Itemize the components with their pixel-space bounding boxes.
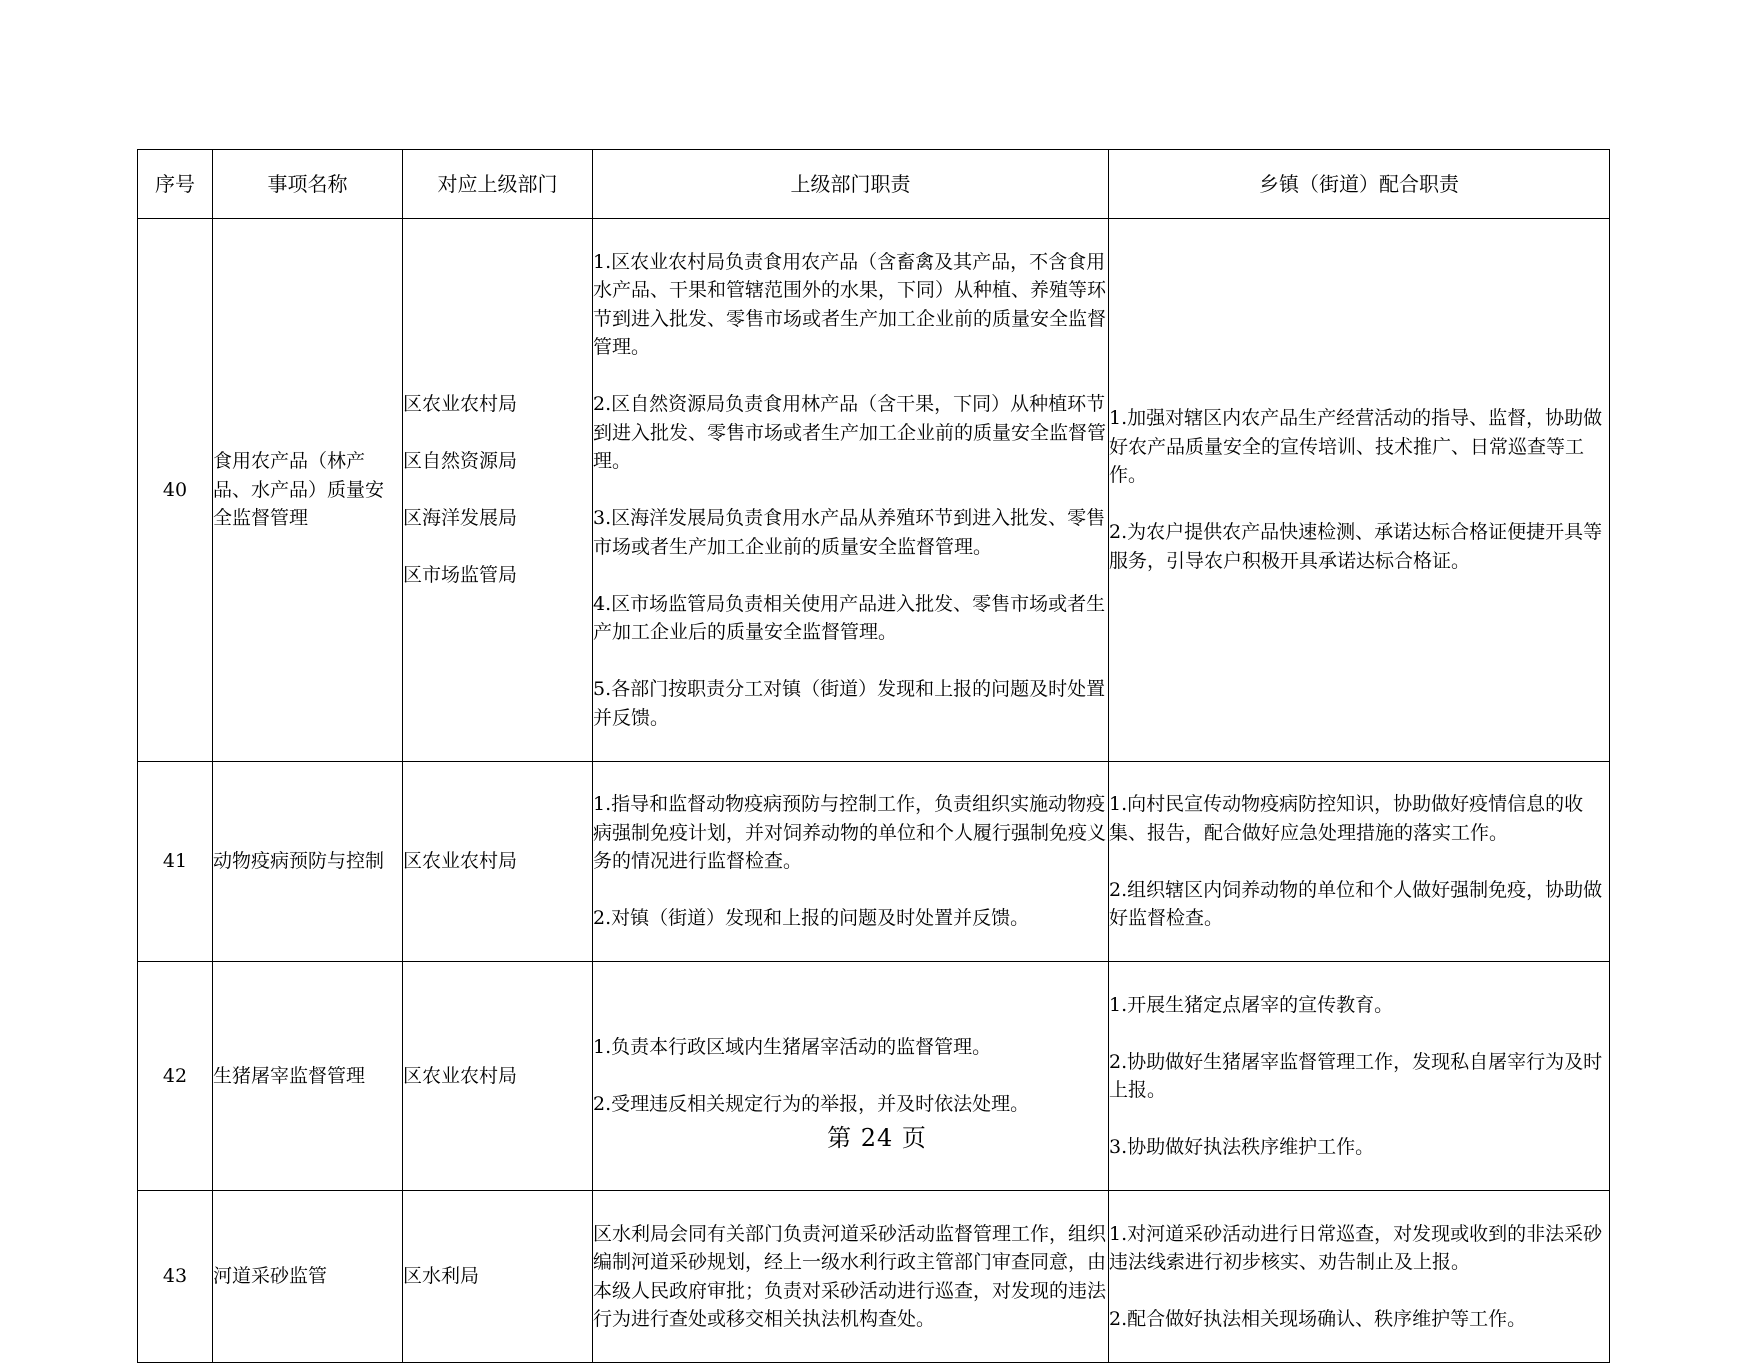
row-no: 42: [138, 962, 213, 1191]
table-row: [138, 1191, 1610, 1363]
row-item-name: 动物疫病预防与控制: [213, 761, 403, 962]
row-town-duties: [1109, 1191, 1610, 1363]
duty-item: 1.对河道采砂活动进行日常巡查，对发现或收到的非法采砂违法线索进行初步核实、劝告制止及上报。: [1109, 1222, 1603, 1273]
row-upper-duties: [593, 962, 1109, 1191]
department-line: 区农业农村局: [403, 1064, 518, 1087]
row-item-name: 生猪屠宰监督管理: [213, 962, 403, 1191]
page-number: 第 24 页: [827, 1124, 927, 1152]
row-item-name: 食用农产品（林产品、水产品）质量安全监督管理: [213, 219, 403, 762]
row-upper-duties: [593, 1191, 1109, 1363]
row-departments: [403, 962, 593, 1191]
row-departments: [403, 1191, 593, 1363]
department-line: 区农业农村局: [403, 850, 518, 872]
row-departments: [403, 219, 593, 762]
row-item-name: 河道采砂监管: [213, 1191, 403, 1363]
row-upper-duties: [593, 219, 1109, 762]
duty-item: 2.对镇（街道）发现和上报的问题及时处置并反馈。: [593, 907, 1030, 929]
duty-item: 1.向村民宣传动物疫病防控知识，协助做好疫情信息的收集、报告，配合做好应急处理措施的落实工作。: [1109, 793, 1584, 844]
duty-item: 2.区自然资源局负责食用林产品（含干果，下同）从种植环节到进入批发、零售市场或者生产加工企业前的质量安全监督管理。: [593, 393, 1107, 472]
department-line: 区市场监管局: [403, 564, 518, 586]
duty-item: 4.区市场监管局负责相关使用产品进入批发、零售市场或者生产加工企业后的质量安全监督管理。: [593, 592, 1106, 643]
row-town-duties: [1109, 962, 1610, 1191]
duty-item: 1.开展生猪定点屠宰的宣传教育。: [1109, 993, 1394, 1016]
row-no: 43: [138, 1191, 213, 1363]
header-upper-duties: 上级部门职责: [593, 150, 1109, 219]
row-town-duties: [1109, 219, 1610, 762]
duty-item: 3.协助做好执法秩序维护工作。: [1109, 1136, 1375, 1158]
duty-item: 3.区海洋发展局负责食用水产品从养殖环节到进入批发、零售市场或者生产加工企业前的质量安全监督管理。: [593, 507, 1106, 558]
header-department: 对应上级部门: [403, 150, 593, 219]
row-town-duties: [1109, 761, 1610, 962]
duty-item: 区水利局会同有关部门负责河道采砂活动监督管理工作，组织编制河道采砂规划，经上一级水利行政主管部门审查同意，由本级人民政府审批；负责对采砂活动进行巡查，对发现的违法行为进行查处或移交相关执法机构查处。: [593, 1222, 1107, 1330]
duty-table: [137, 149, 1610, 1363]
row-no: 41: [138, 761, 213, 962]
department-line: 区海洋发展局: [403, 507, 518, 529]
row-departments: [403, 761, 593, 962]
duty-item: 2.协助做好生猪屠宰监督管理工作，发现私自屠宰行为及时上报。: [1109, 1050, 1603, 1101]
department-line: 区水利局: [403, 1265, 480, 1288]
row-no: 40: [138, 219, 213, 762]
table-row: [138, 962, 1610, 1191]
header-item-name: 事项名称: [213, 150, 403, 219]
duty-item: 1.负责本行政区域内生猪屠宰活动的监督管理。: [593, 1036, 992, 1059]
header-no: 序号: [138, 150, 213, 219]
duty-item: 2.配合做好执法相关现场确认、秩序维护等工作。: [1109, 1308, 1527, 1330]
duty-item: 2.受理违反相关规定行为的举报，并及时依法处理。: [593, 1093, 1030, 1116]
table-header-row: [138, 150, 1610, 219]
duty-item: 1.指导和监督动物疫病预防与控制工作，负责组织实施动物疫病强制免疫计划，并对饲养动物的单位和个人履行强制免疫义务的情况进行监督检查。: [593, 793, 1107, 872]
department-line: 区自然资源局: [403, 450, 518, 472]
table-row: [138, 761, 1610, 962]
duty-item: 2.组织辖区内饲养动物的单位和个人做好强制免疫，协助做好监督检查。: [1109, 878, 1603, 929]
header-town-duties: 乡镇（街道）配合职责: [1109, 150, 1610, 219]
duty-item: 5.各部门按职责分工对镇（街道）发现和上报的问题及时处置并反馈。: [593, 678, 1106, 729]
row-upper-duties: [593, 761, 1109, 962]
duty-item: 1.区农业农村局负责食用农产品（含畜禽及其产品，不含食用水产品、干果和管辖范围外的水果，下同）从种植、养殖等环节到进入批发、零售市场或者生产加工企业前的质量安全监督管理。: [593, 250, 1107, 358]
duty-item: 2.为农户提供农产品快速检测、承诺达标合格证便捷开具等服务，引导农户积极开具承诺达标合格证。: [1109, 521, 1603, 572]
table-row: [138, 219, 1610, 762]
duty-item: 1.加强对辖区内农产品生产经营活动的指导、监督，协助做好农产品质量安全的宣传培训、技术推广、日常巡查等工作。: [1109, 407, 1603, 487]
department-line: 区农业农村局: [403, 393, 518, 415]
